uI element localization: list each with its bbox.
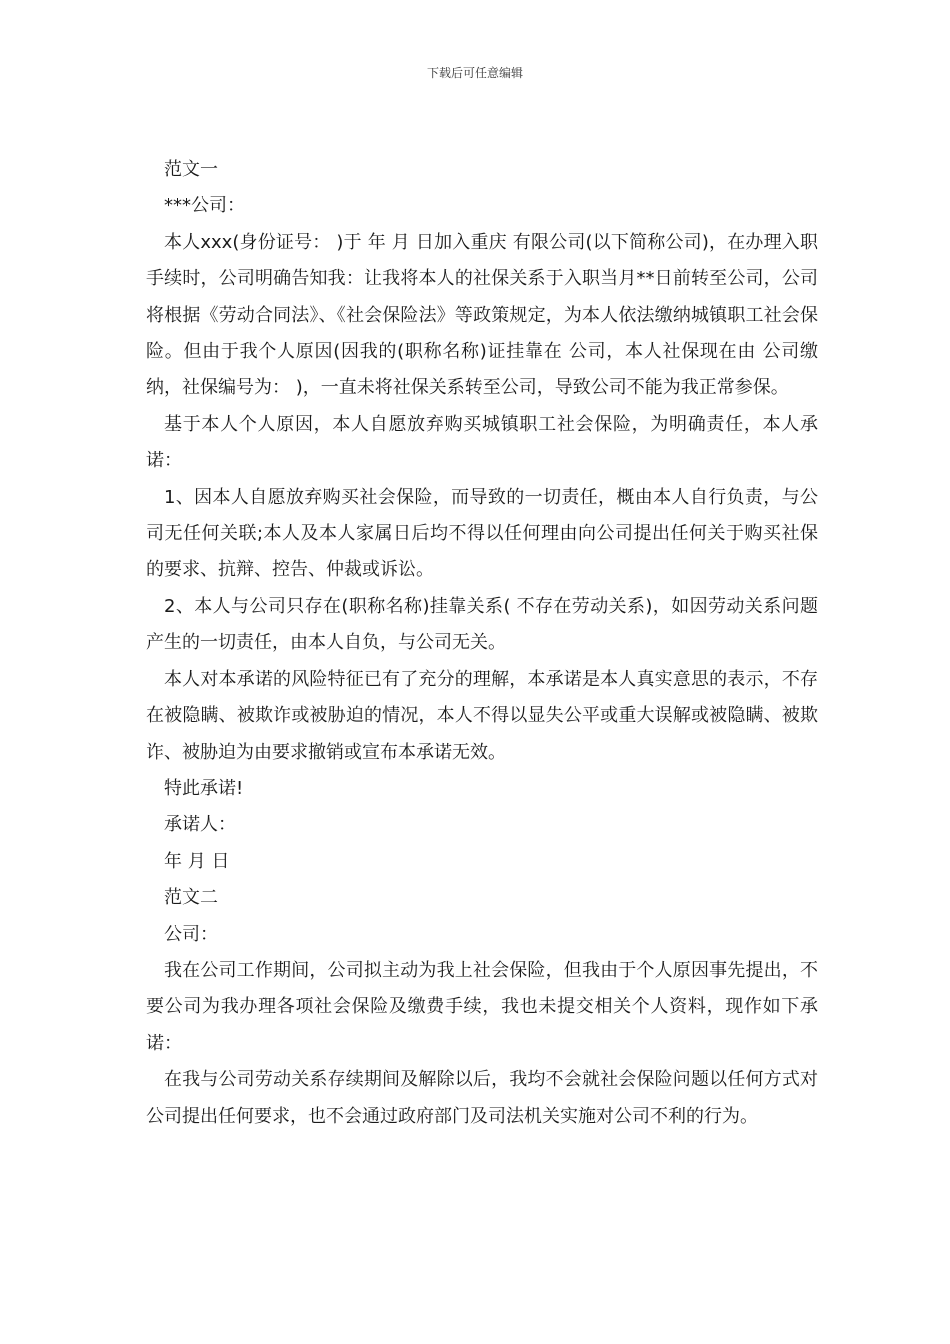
document-body — [146, 152, 818, 1135]
commitment-item-1: 1、因本人自愿放弃购买社会保险，而导致的一切责任，概由本人自行负责，与公司无任何关联;本人及本人家属日后均不得以任何理由向公司提出任何关于购买社保的要求、抗辩、控告、仲裁或诉讼。 — [146, 486, 818, 581]
section-title-sample-1: 范文一 — [164, 159, 218, 180]
closing-line: 特此承诺! — [164, 777, 244, 799]
body-paragraph: 我在公司工作期间，公司拟主动为我上社会保险，但我由于个人原因事先提出，不要公司为我办理各项社会保险及缴费手续，我也未提交相关个人资料，现作如下承诺： — [146, 959, 818, 1054]
signatory-label: 承诺人： — [164, 814, 236, 836]
body-paragraph: 本人对本承诺的风险特征已有了充分的理解，本承诺是本人真实意思的表示，不存在被隐瞒、被欺诈或被胁迫的情况，本人不得以显失公平或重大误解或被隐瞒、被欺诈、被胁迫为由要求撤销或宣布本承诺无效。 — [146, 668, 818, 763]
addressee-line: ***公司： — [164, 195, 245, 217]
page-header-note: 下载后可任意编辑 — [426, 66, 523, 80]
commitment-item-2: 2、本人与公司只存在(职称名称)挂靠关系( 不存在劳动关系)，如因劳动关系问题产生的一切责任，由本人自负，与公司无关。 — [146, 595, 818, 654]
body-paragraph: 本人xxx(身份证号： )于 年 月 日加入重庆 有限公司(以下简称公司)，在办理入职手续时，公司明确告知我：让我将本人的社保关系于入职当月**日前转至公司，公司将根据《劳动合同法》、《社会保险法》等政策规定，为本人依法缴纳城镇职工社会保险。但由于我个人原因(因我的(职称名称)证挂靠在 公司，本人社保现在由 公司缴纳，社保编号为： )，一直未将社保关系转至公司，导致公司不能为我正常参保。 — [146, 231, 818, 399]
body-paragraph: 在我与公司劳动关系存续期间及解除以后，我均不会就社会保险问题以任何方式对公司提出任何要求，也不会通过政府部门及司法机关实施对公司不利的行为。 — [146, 1069, 818, 1127]
addressee-line: 公司： — [164, 923, 218, 945]
section-title-sample-2: 范文二 — [164, 887, 218, 909]
date-line: 年 月 日 — [164, 850, 230, 872]
body-paragraph: 基于本人个人原因，本人自愿放弃购买城镇职工社会保险，为明确责任，本人承诺： — [146, 413, 818, 472]
